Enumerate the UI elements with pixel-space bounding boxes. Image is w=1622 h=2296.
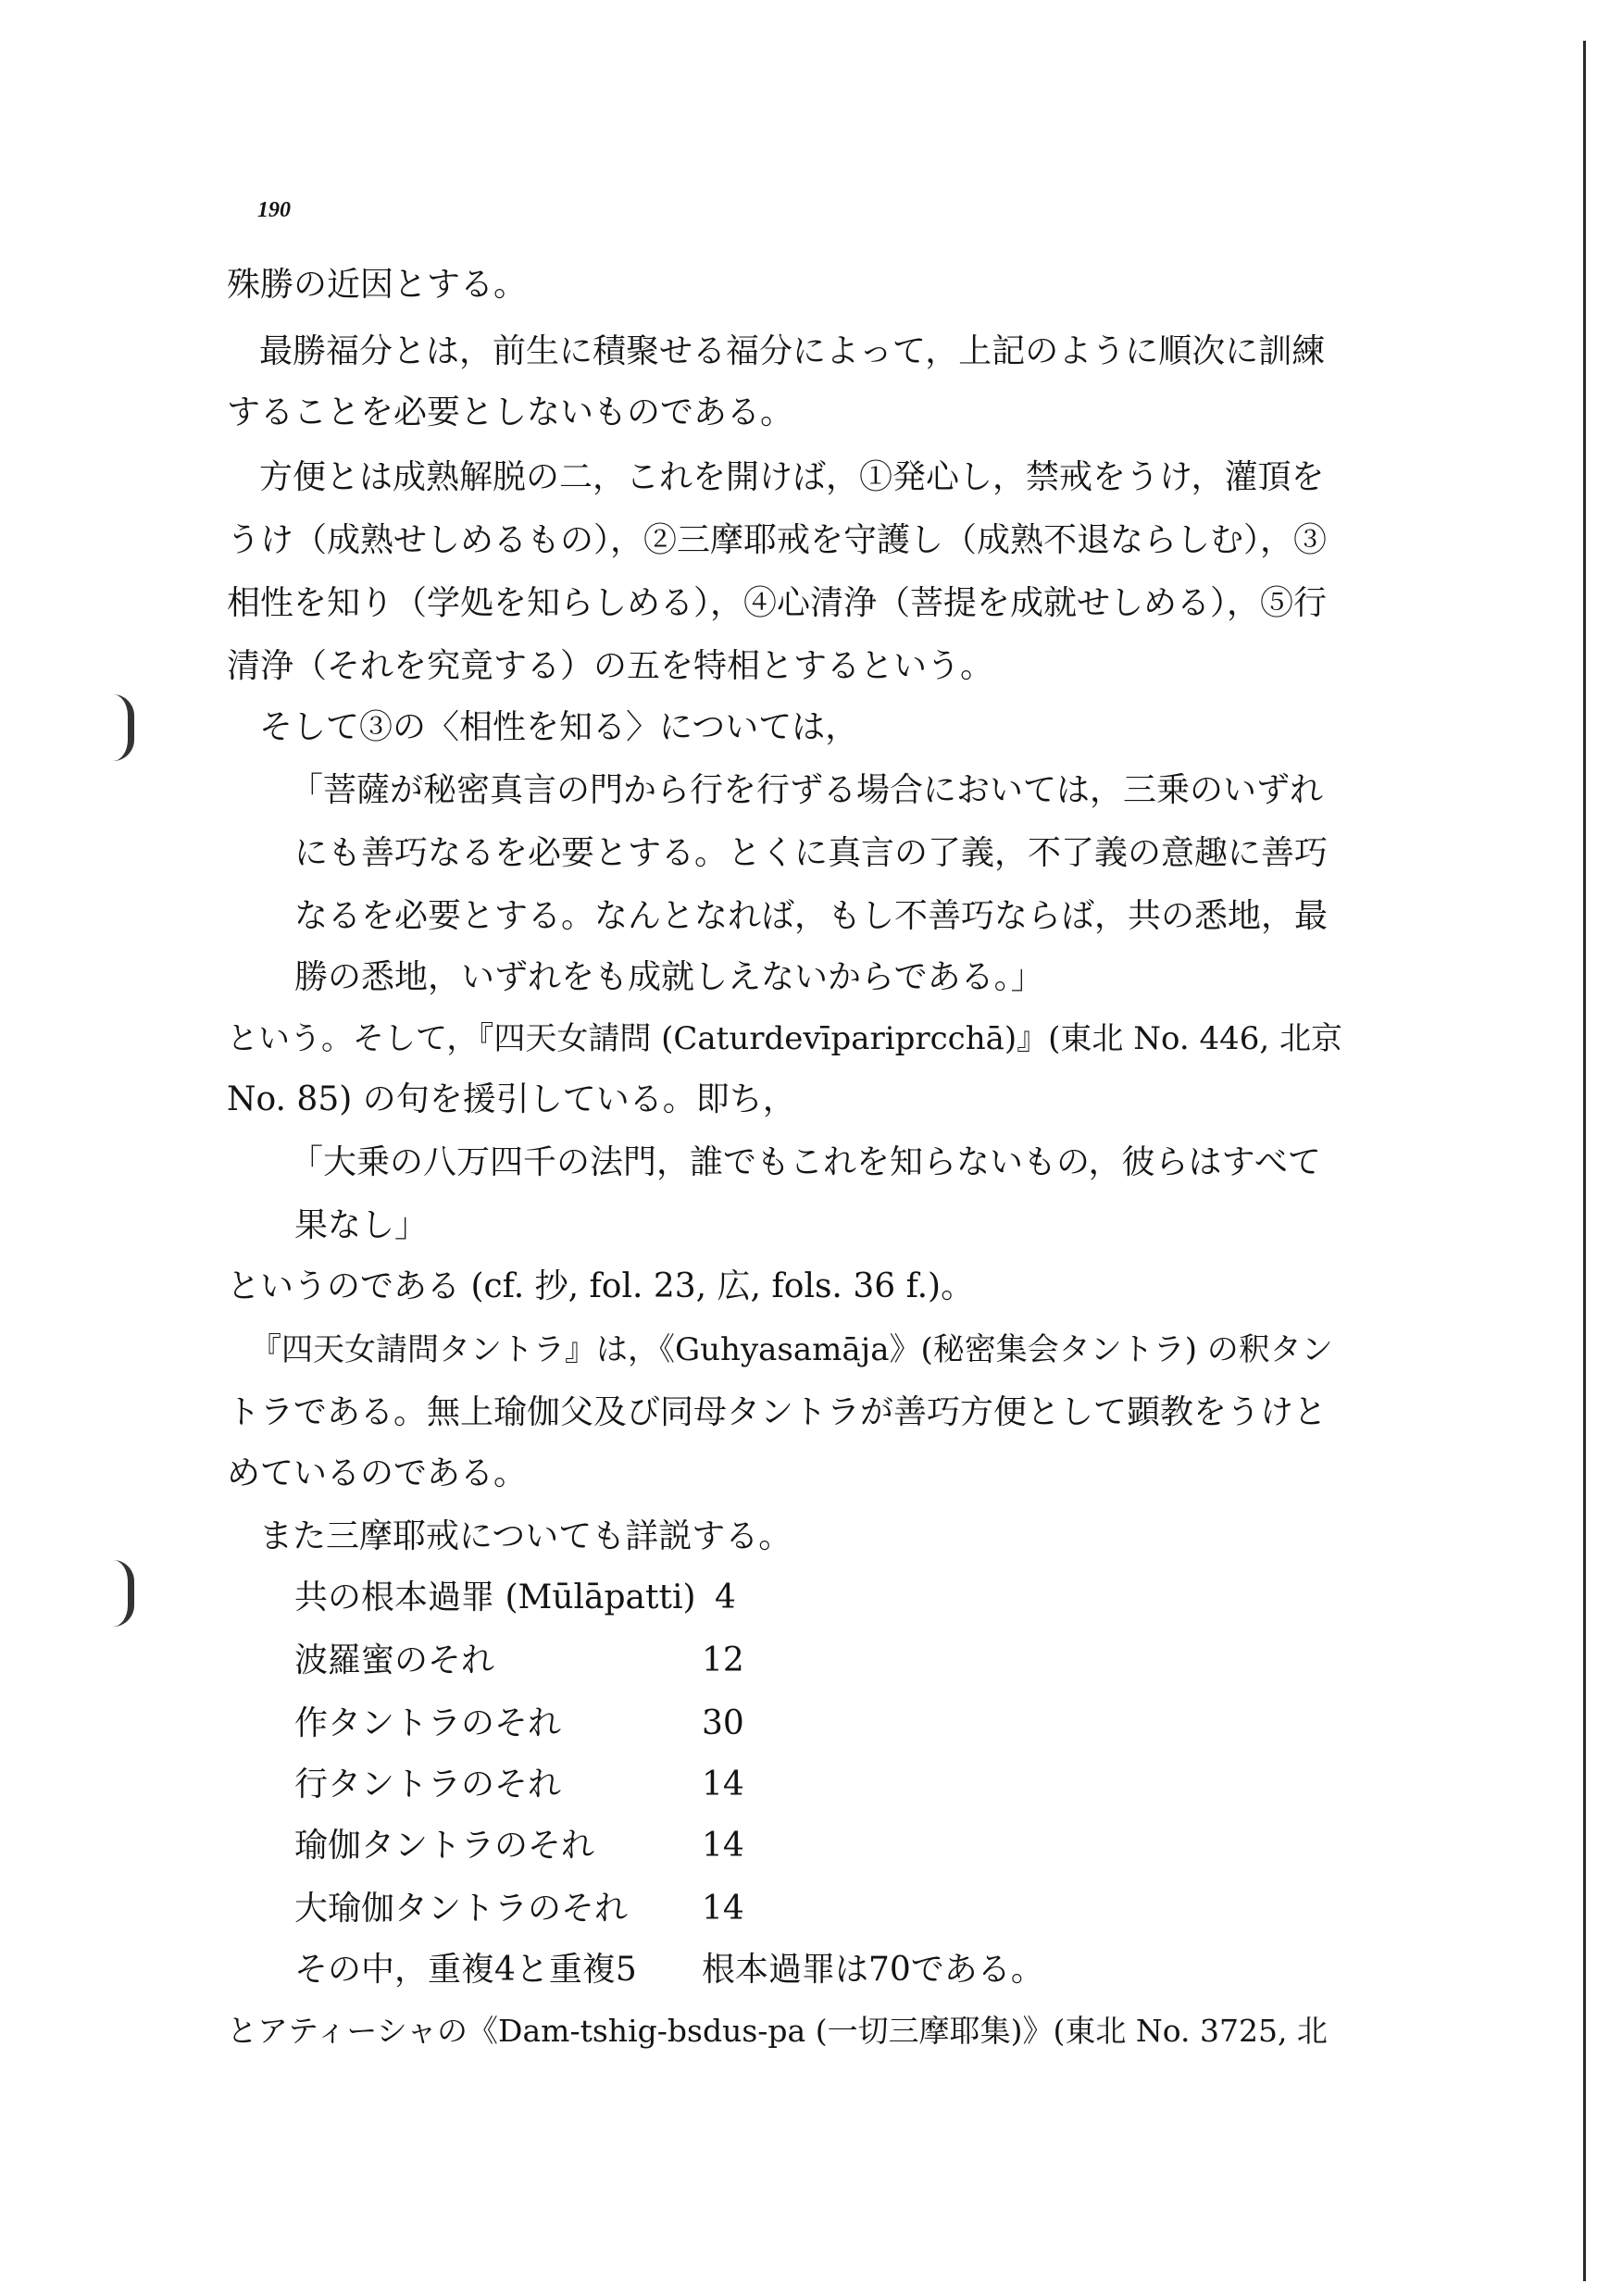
table-row-label: 作タントラのそれ xyxy=(294,1704,562,1742)
text-line: というのである (cf. 抄, fol. 23, 広, fols. 36 f.)。 xyxy=(227,1267,975,1305)
text-line: 『四天女請問タントラ』は，《Guhyasamāja》(秘密集会タントラ) の釈タン xyxy=(250,1331,1333,1368)
text-line: うけ（成熟せしめるもの），②三摩耶戒を守護し（成熟不退ならしむ），③ xyxy=(227,521,1328,559)
table-row-label: 大瑜伽タントラのそれ xyxy=(294,1890,629,1928)
text-line: という。そして，『四天女請問 (Caturdevīpariprcchā)』(東北 No. 446, 北京 xyxy=(227,1020,1342,1057)
right-margin-rule xyxy=(1583,41,1586,2281)
quote-line: にも善巧なるを必要とする。とくに真言の了義，不了義の意趣に善巧 xyxy=(294,834,1329,872)
table-row-value: 14 xyxy=(702,1766,744,1803)
table-row-value: 14 xyxy=(702,1827,744,1865)
table-row-value: 12 xyxy=(702,1641,744,1679)
binding-bracket-mark xyxy=(113,1560,134,1627)
table-row-label: 行タントラのそれ xyxy=(294,1766,562,1803)
table-row-label: 波羅蜜のそれ xyxy=(294,1641,495,1679)
binding-bracket-mark xyxy=(113,694,134,761)
table-row-label: 瑜伽タントラのそれ xyxy=(294,1827,595,1865)
quote-line: 勝の悉地，いずれをも成就しえないからである。」 xyxy=(294,958,1044,996)
page-number: 190 xyxy=(257,198,291,222)
table-row-value: 根本過罪は70である。 xyxy=(702,1951,1044,1989)
table-row-value: 14 xyxy=(702,1890,744,1928)
text-line: トラである。無上瑜伽父及び同母タントラが善巧方便として顕教をうけと xyxy=(227,1393,1328,1431)
quote-line: なるを必要とする。なんとなれば，もし不善巧ならば，共の悉地，最 xyxy=(294,897,1329,935)
text-line: また三摩耶戒についても詳説する。 xyxy=(259,1517,792,1555)
text-line: 清浄（それを究竟する）の五を特相とするという。 xyxy=(227,647,994,685)
text-line: 殊勝の近因とする。 xyxy=(227,266,528,304)
quote-line: 「菩薩が秘密真言の門から行を行ずる場合においては，三乗のいずれ xyxy=(290,771,1324,809)
text-line: めているのである。 xyxy=(227,1454,528,1492)
text-line: することを必要としないものである。 xyxy=(227,393,794,431)
table-row-label: その中，重複4と重複5 xyxy=(294,1951,637,1989)
text-line: 相性を知り（学処を知らしめる），④心清浄（菩提を成就せしめる），⑤行 xyxy=(227,584,1328,622)
text-line: No. 85) の句を援引している。即ち， xyxy=(227,1080,796,1118)
text-line: 最勝福分とは，前生に積聚せる福分によって，上記のように順次に訓練 xyxy=(259,332,1326,370)
table-row-value: 30 xyxy=(702,1704,744,1742)
quote-line: 果なし」 xyxy=(294,1206,429,1244)
closing-line: とアティーシャの《Dam-tshig-bsdus-pa (一切三摩耶集)》(東北 No. 3725, 北 xyxy=(227,2013,1328,2049)
table-row-label: 共の根本過罪 (Mūlāpatti) xyxy=(294,1578,696,1616)
text-line: 方便とは成熟解脱の二，これを開けば，①発心し，禁戒をうけ，灌頂を xyxy=(259,458,1325,496)
quote-line: 「大乗の八万四千の法門，誰でもこれを知らないもの，彼らはすべて xyxy=(290,1143,1321,1181)
table-row-value: 4 xyxy=(715,1578,736,1616)
text-line: そして③の〈相性を知る〉については， xyxy=(259,708,859,746)
